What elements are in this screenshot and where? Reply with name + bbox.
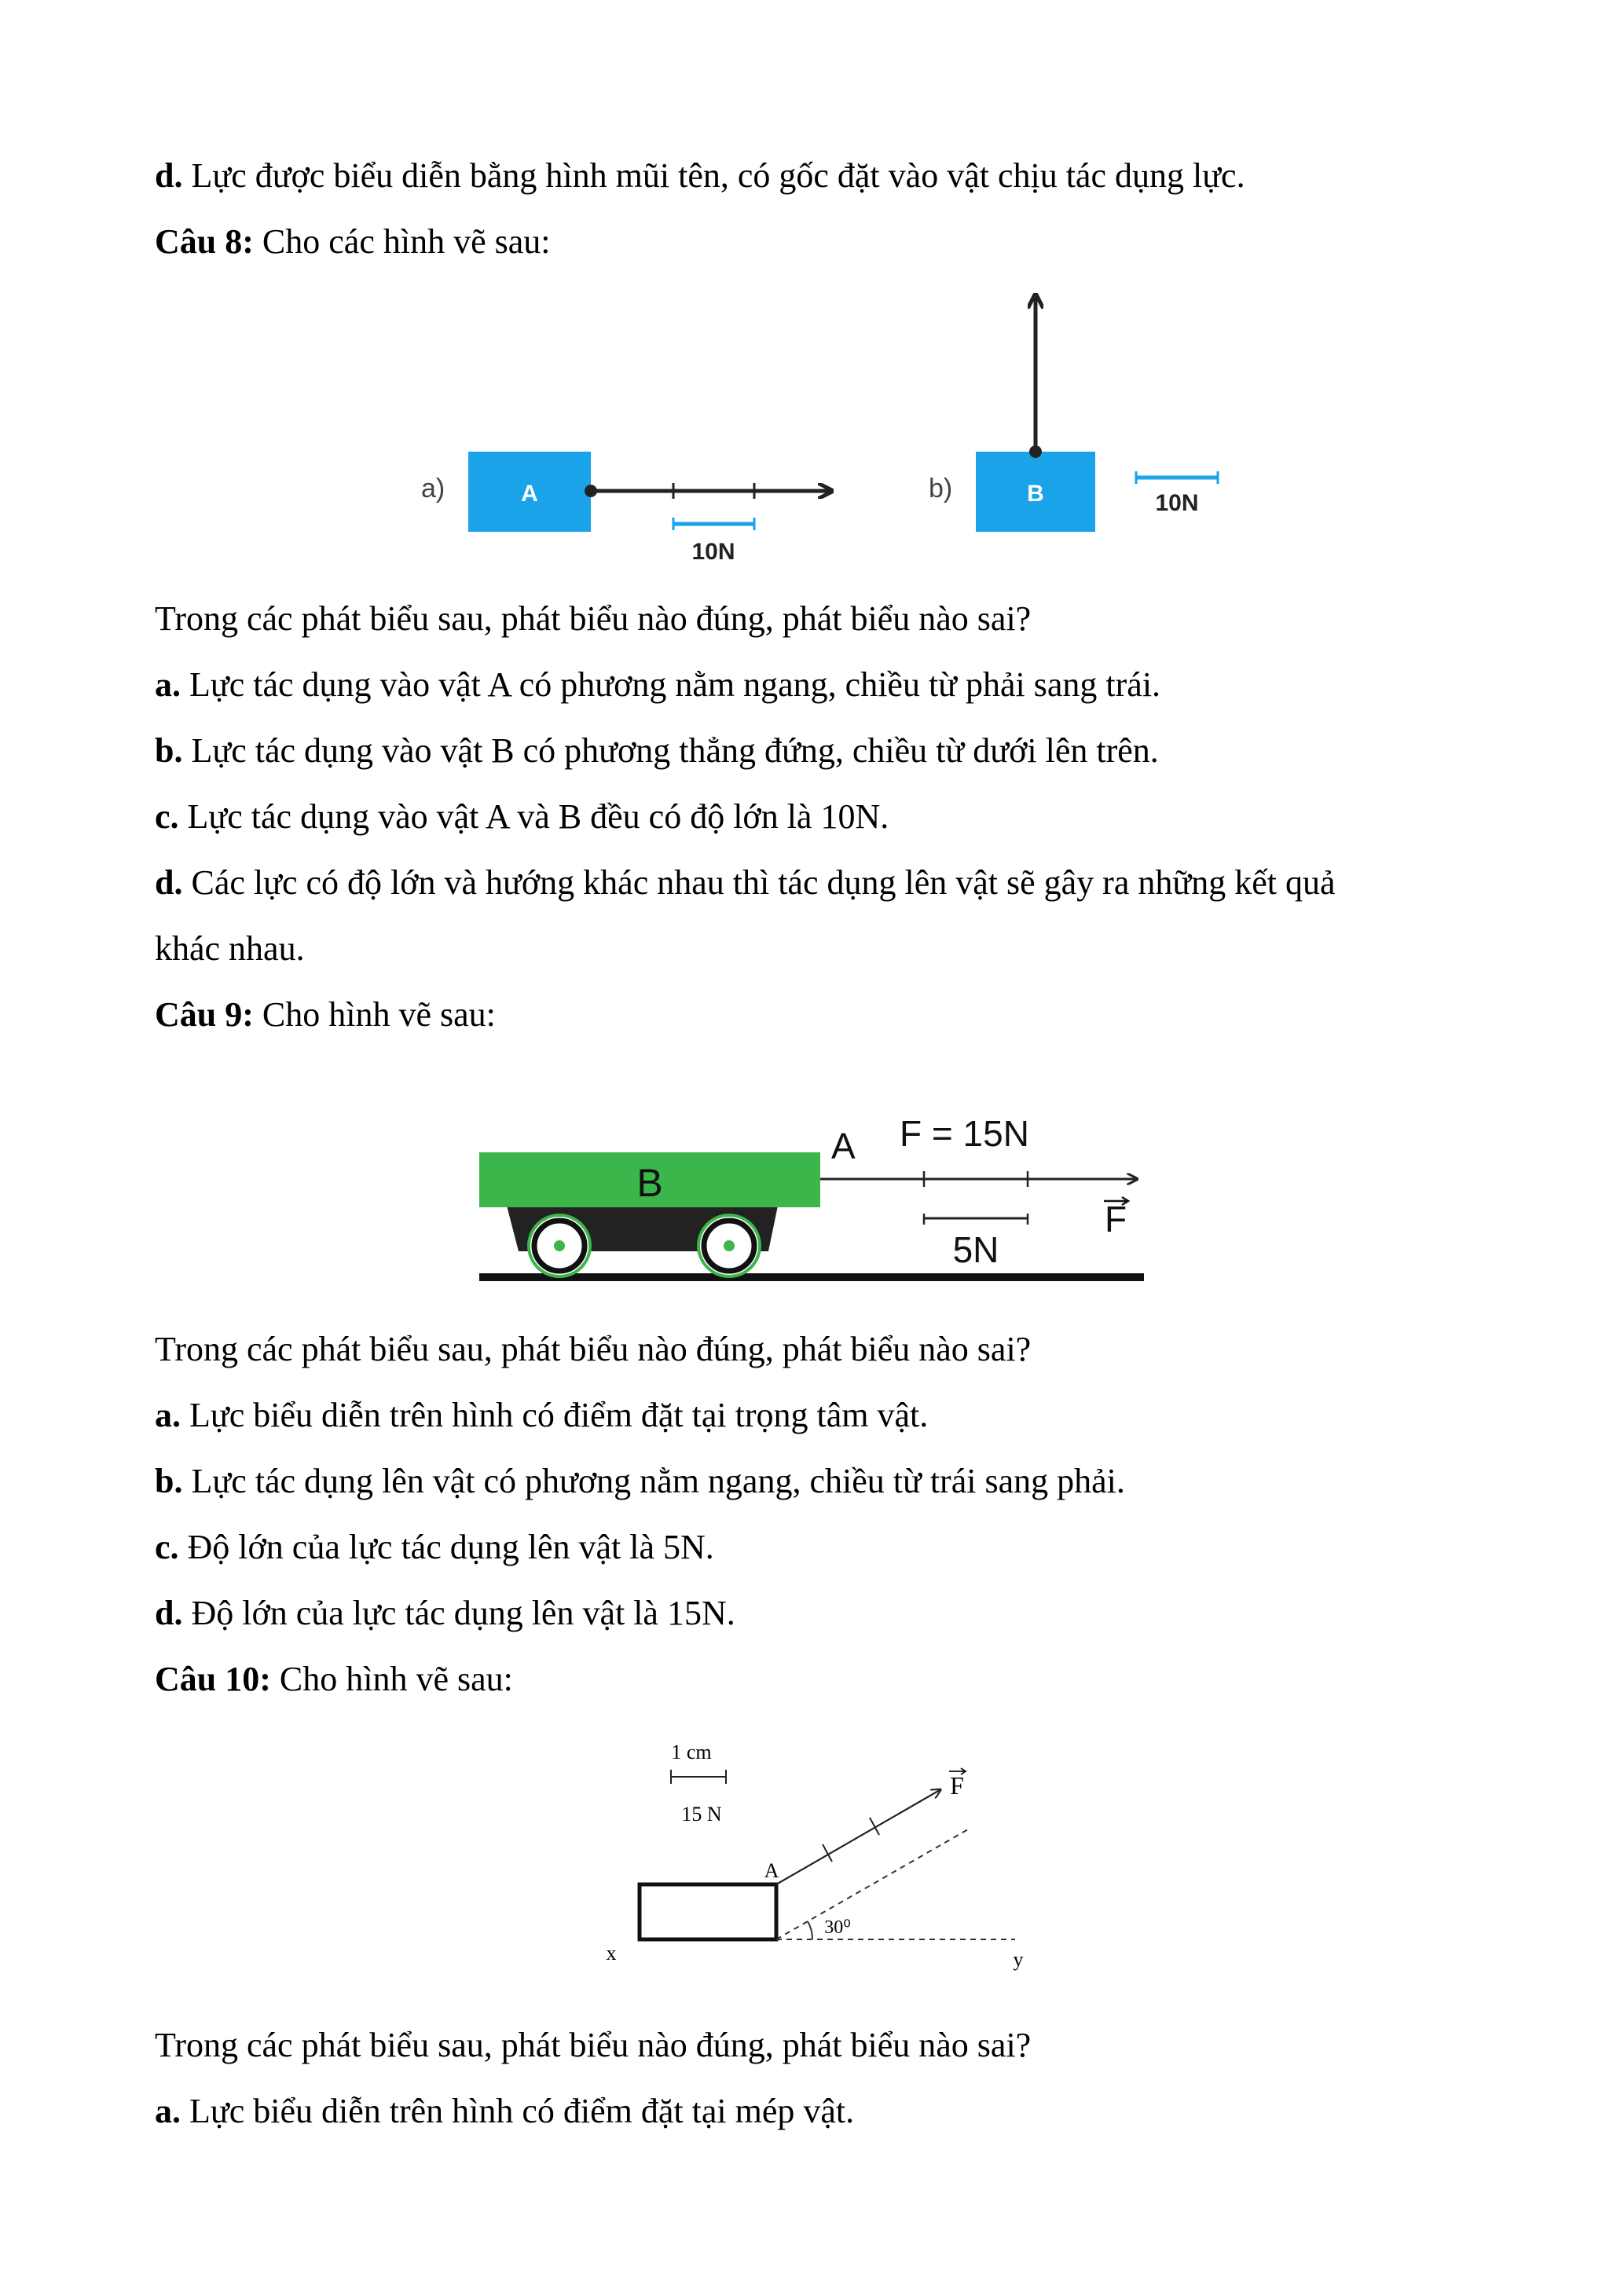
direction-guide-line bbox=[776, 1829, 968, 1939]
force-arrow bbox=[776, 1790, 940, 1884]
q8-option-d-continued: khác nhau. bbox=[155, 929, 305, 968]
q9-option-d bbox=[155, 1591, 735, 1635]
y-label: y bbox=[1013, 1948, 1024, 1971]
q10-option-a bbox=[155, 2089, 854, 2133]
question-number: Câu 10: bbox=[155, 1660, 271, 1698]
q10-figure bbox=[589, 1732, 1061, 1983]
option-label: d. bbox=[155, 156, 183, 195]
option-text: Các lực có độ lớn và hướng khác nhau thì tác dụng lên vật sẽ gây ra những kết quả bbox=[182, 863, 1336, 902]
q9-heading bbox=[155, 993, 496, 1037]
option-text: Lực tác dụng vào vật A và B đều có độ lớn là 10N. bbox=[178, 797, 889, 836]
q7-option-d bbox=[155, 154, 1245, 198]
question-number: Câu 9: bbox=[155, 995, 254, 1034]
scale-label: 5N bbox=[952, 1229, 999, 1270]
option-text: Lực tác dụng vào vật A có phương nằm ngang, chiều từ phải sang trái. bbox=[181, 665, 1161, 704]
x-label: x bbox=[606, 1942, 617, 1965]
q8-figure bbox=[409, 279, 1273, 569]
cart-label: B bbox=[636, 1161, 663, 1205]
scale-label-a: 10N bbox=[691, 539, 735, 565]
wheel bbox=[698, 1215, 760, 1276]
q8-option-b bbox=[155, 729, 1159, 773]
option-label: d. bbox=[155, 1594, 183, 1632]
box-b-label: B bbox=[1027, 481, 1044, 507]
q9-option-c bbox=[155, 1525, 714, 1569]
scale-length-label: 1 cm bbox=[671, 1741, 712, 1763]
vector-label: F bbox=[1104, 1199, 1127, 1240]
point-label: A bbox=[831, 1126, 856, 1166]
q9-question: Trong các phát biểu sau, phát biểu nào đúng, phát biểu nào sai? bbox=[155, 1330, 1032, 1368]
wheel bbox=[529, 1215, 590, 1276]
option-label: c. bbox=[155, 797, 179, 836]
figure-b-label: b) bbox=[929, 474, 953, 504]
q9-option-b bbox=[155, 1459, 1125, 1503]
figure-a-label: a) bbox=[421, 474, 445, 504]
angle-arc bbox=[808, 1921, 812, 1939]
option-label: a. bbox=[155, 1396, 181, 1434]
option-text: Độ lớn của lực tác dụng lên vật là 5N. bbox=[178, 1528, 714, 1566]
question-prompt: Cho hình vẽ sau: bbox=[253, 995, 496, 1034]
origin-dot-a bbox=[585, 485, 597, 497]
point-label: A bbox=[764, 1859, 779, 1882]
q8-question: Trong các phát biểu sau, phát biểu nào đúng, phát biểu nào sai? bbox=[155, 599, 1032, 638]
scale-label-b: 10N bbox=[1155, 490, 1199, 516]
scale-force-label: 15 N bbox=[681, 1803, 722, 1825]
option-label: b. bbox=[155, 731, 183, 770]
option-text: Lực tác dụng vào vật B có phương thẳng đứng, chiều từ dưới lên trên. bbox=[182, 731, 1159, 770]
option-text: Lực biểu diễn trên hình có điểm đặt tại mép vật. bbox=[181, 2092, 855, 2130]
option-label: d. bbox=[155, 863, 183, 902]
q8-option-a bbox=[155, 663, 1160, 707]
question-number: Câu 8: bbox=[155, 222, 254, 261]
vector-label: F bbox=[950, 1771, 964, 1800]
option-label: b. bbox=[155, 1462, 183, 1500]
option-text: Lực tác dụng lên vật có phương nằm ngang, chiều từ trái sang phải. bbox=[182, 1462, 1125, 1500]
ground-line bbox=[479, 1273, 1144, 1281]
option-label: c. bbox=[155, 1528, 179, 1566]
q9-option-a bbox=[155, 1393, 928, 1437]
q10-heading bbox=[155, 1657, 513, 1701]
question-prompt: Cho hình vẽ sau: bbox=[270, 1660, 513, 1698]
option-text: Độ lớn của lực tác dụng lên vật là 15N. bbox=[182, 1594, 735, 1632]
option-label: a. bbox=[155, 2092, 181, 2130]
origin-dot-b bbox=[1029, 445, 1042, 458]
q8-option-c bbox=[155, 795, 889, 839]
q8-option-d bbox=[155, 861, 1335, 905]
q9-figure bbox=[471, 1104, 1163, 1300]
force-label: F = 15N bbox=[900, 1113, 1029, 1154]
box-a-label: A bbox=[521, 481, 538, 507]
object-box bbox=[640, 1884, 776, 1939]
angle-label: 30⁰ bbox=[824, 1917, 851, 1938]
q8-heading bbox=[155, 220, 550, 264]
question-prompt: Cho các hình vẽ sau: bbox=[253, 222, 551, 261]
option-text: Lực được biểu diễn bằng hình mũi tên, có gốc đặt vào vật chịu tác dụng lực. bbox=[182, 156, 1245, 195]
option-text: Lực biểu diễn trên hình có điểm đặt tại trọng tâm vật. bbox=[181, 1396, 929, 1434]
option-label: a. bbox=[155, 665, 181, 704]
q10-question: Trong các phát biểu sau, phát biểu nào đúng, phát biểu nào sai? bbox=[155, 2026, 1032, 2064]
